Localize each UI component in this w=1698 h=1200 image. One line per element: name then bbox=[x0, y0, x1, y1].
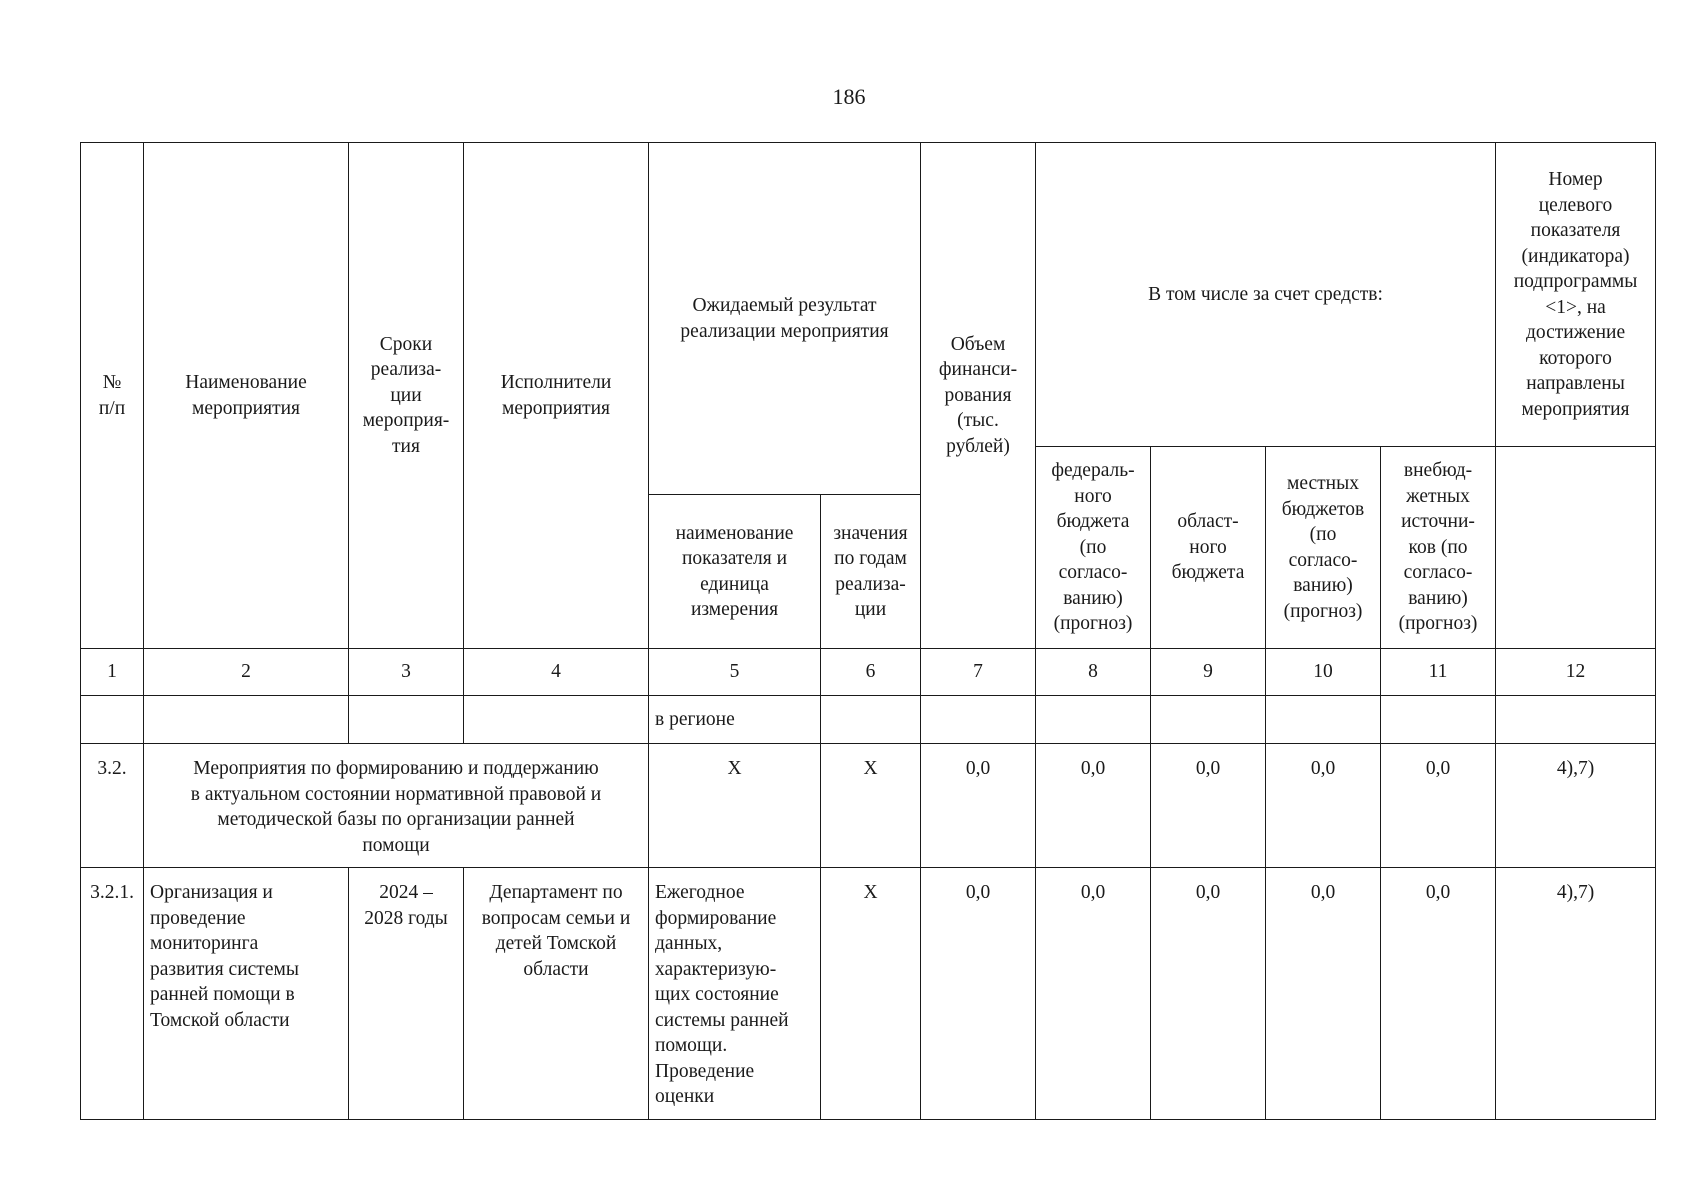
cell-empty bbox=[1496, 696, 1656, 744]
cell-values: Х bbox=[821, 744, 921, 868]
text-line: единица bbox=[700, 573, 769, 595]
column-number: 5 bbox=[649, 649, 821, 696]
text-line: развития системы bbox=[150, 958, 299, 980]
text-line: ранней помощи в bbox=[150, 984, 295, 1005]
cell-empty bbox=[349, 696, 464, 744]
table-row bbox=[81, 868, 1656, 1120]
text-line: помощи bbox=[362, 834, 430, 856]
column-number: 12 bbox=[1496, 649, 1656, 696]
text-line: методической базы по организации ранней bbox=[217, 809, 575, 830]
header-target-empty bbox=[1496, 447, 1656, 649]
cell-indicator: Х bbox=[649, 744, 821, 868]
text-line: № bbox=[102, 372, 122, 393]
column-number: 1 bbox=[81, 649, 144, 696]
cell-empty bbox=[1151, 696, 1266, 744]
column-number: 3 bbox=[349, 649, 464, 696]
header-terms bbox=[349, 143, 464, 649]
cell-empty bbox=[1381, 696, 1496, 744]
cell-federal: 0,0 bbox=[1036, 868, 1151, 1120]
text-line: ного bbox=[1074, 485, 1112, 507]
header-indicator-values bbox=[821, 495, 921, 649]
text-line: наименование bbox=[675, 522, 794, 544]
cell-regional: 0,0 bbox=[1151, 744, 1266, 868]
text-line: ного bbox=[1189, 536, 1227, 558]
header-number bbox=[81, 143, 144, 649]
text-line: Проведение bbox=[655, 1060, 755, 1082]
cell-empty bbox=[464, 696, 649, 744]
text-line: оценки bbox=[655, 1086, 715, 1107]
column-number: 8 bbox=[1036, 649, 1151, 696]
text-line: области bbox=[523, 958, 589, 980]
cell-target: 4),7) bbox=[1496, 868, 1656, 1120]
column-number: 4 bbox=[464, 649, 649, 696]
text-line: Номер bbox=[1548, 169, 1603, 190]
text-line: ванию) bbox=[1408, 587, 1468, 609]
header-local-budgets bbox=[1266, 447, 1381, 649]
text-line: бюджета bbox=[1056, 511, 1130, 533]
text-line: Объем bbox=[950, 333, 1006, 355]
cell-federal: 0,0 bbox=[1036, 744, 1151, 868]
column-number: 10 bbox=[1266, 649, 1381, 696]
text-line: рублей) bbox=[946, 435, 1010, 457]
cell-indicator-continuation: в регионе bbox=[649, 696, 821, 744]
text-line: источни- bbox=[1401, 511, 1475, 533]
text-line: ков (по bbox=[1408, 536, 1468, 558]
header-including: В том числе за счет средств: bbox=[1036, 143, 1496, 447]
text-line: мероприятия bbox=[1521, 398, 1630, 420]
cell-indicator bbox=[649, 868, 821, 1120]
text-line: щих состояние bbox=[655, 984, 779, 1005]
text-line: помощи. bbox=[655, 1035, 728, 1056]
text-line: област- bbox=[1177, 511, 1239, 533]
text-line: подпрограммы bbox=[1513, 271, 1638, 292]
text-line: бюджета bbox=[1171, 562, 1245, 584]
text-line: 2024 – bbox=[379, 882, 433, 903]
text-line: ции bbox=[390, 384, 422, 406]
header-funding-volume bbox=[921, 143, 1036, 649]
column-number: 2 bbox=[144, 649, 349, 696]
text-line: (индикатора) bbox=[1521, 245, 1630, 267]
text-line: Ежегодное bbox=[655, 882, 745, 903]
cell-empty bbox=[144, 696, 349, 744]
header-regional-budget bbox=[1151, 447, 1266, 649]
text-line: реализа- bbox=[835, 573, 906, 595]
text-line: ванию) bbox=[1293, 575, 1353, 596]
text-line: направлены bbox=[1526, 373, 1625, 394]
table-row bbox=[81, 744, 1656, 868]
column-numbers-row bbox=[81, 649, 1656, 696]
cell-executors bbox=[464, 868, 649, 1120]
text-line: 2028 годы bbox=[364, 907, 448, 929]
text-line: характеризую- bbox=[655, 958, 777, 980]
cell-activity-name bbox=[144, 868, 349, 1120]
text-line: бюджетов bbox=[1281, 498, 1365, 520]
text-line: которого bbox=[1539, 347, 1612, 369]
text-line: ции bbox=[854, 599, 887, 620]
cell-row-number: 3.2.1. bbox=[81, 868, 144, 1120]
cell-local: 0,0 bbox=[1266, 744, 1381, 868]
text-line: ванию) bbox=[1063, 587, 1123, 609]
cell-terms bbox=[349, 868, 464, 1120]
cell-empty bbox=[921, 696, 1036, 744]
text-line: Департамент по bbox=[489, 882, 623, 903]
text-line: показателя bbox=[1530, 220, 1621, 241]
text-line: детей Томской bbox=[495, 933, 617, 954]
column-number: 11 bbox=[1381, 649, 1496, 696]
text-line: согласо- bbox=[1403, 562, 1473, 584]
cell-empty bbox=[821, 696, 921, 744]
text-line: вопросам семьи и bbox=[481, 907, 631, 929]
text-line: п/п bbox=[98, 397, 126, 419]
header-extrabudgetary bbox=[1381, 447, 1496, 649]
text-line: (по bbox=[1079, 536, 1107, 558]
text-line: Ожидаемый результат bbox=[692, 295, 877, 316]
text-line: мероприятия bbox=[191, 397, 300, 419]
text-line: (по bbox=[1309, 524, 1337, 545]
text-line: формирование bbox=[655, 907, 777, 929]
text-line: Наименование bbox=[185, 372, 307, 393]
header-target-indicator bbox=[1496, 143, 1656, 447]
text-line: достижение bbox=[1525, 322, 1626, 343]
cell-volume: 0,0 bbox=[921, 744, 1036, 868]
cell-regional: 0,0 bbox=[1151, 868, 1266, 1120]
text-line: внебюд- bbox=[1403, 460, 1473, 482]
text-line: согласо- bbox=[1058, 562, 1128, 584]
column-number: 7 bbox=[921, 649, 1036, 696]
text-line: жетных bbox=[1406, 485, 1470, 507]
text-line: показателя и bbox=[681, 548, 788, 569]
text-line: Томской области bbox=[150, 1009, 290, 1031]
text-line: проведение bbox=[150, 907, 246, 929]
text-line: <1>, на bbox=[1545, 296, 1606, 318]
table-row bbox=[81, 696, 1656, 744]
activities-table bbox=[80, 142, 1656, 1120]
header-federal-budget bbox=[1036, 447, 1151, 649]
cell-volume: 0,0 bbox=[921, 868, 1036, 1120]
text-line: мониторинга bbox=[150, 933, 259, 954]
text-line: (прогноз) bbox=[1398, 613, 1478, 635]
text-line: данных, bbox=[655, 933, 723, 954]
cell-empty bbox=[1266, 696, 1381, 744]
cell-extrabudget: 0,0 bbox=[1381, 868, 1496, 1120]
text-line: тия bbox=[392, 435, 420, 457]
text-line: (прогноз) bbox=[1283, 600, 1363, 622]
header-indicator-name bbox=[649, 495, 821, 649]
text-line: измерения bbox=[690, 599, 779, 620]
text-line: значения bbox=[833, 522, 908, 544]
cell-empty bbox=[81, 696, 144, 744]
text-line: реализации мероприятия bbox=[680, 320, 889, 342]
text-line: по годам bbox=[834, 548, 907, 569]
text-line: Исполнители bbox=[500, 372, 612, 393]
column-number: 9 bbox=[1151, 649, 1266, 696]
text-line: местных bbox=[1287, 473, 1359, 494]
text-line: (тыс. bbox=[957, 410, 999, 432]
cell-local: 0,0 bbox=[1266, 868, 1381, 1120]
page-number: 186 bbox=[832, 84, 866, 109]
cell-extrabudget: 0,0 bbox=[1381, 744, 1496, 868]
text-line: федераль- bbox=[1051, 460, 1135, 482]
cell-row-number: 3.2. bbox=[81, 744, 144, 868]
cell-target: 4),7) bbox=[1496, 744, 1656, 868]
text-line: реализа- bbox=[370, 359, 442, 381]
text-line: Сроки bbox=[379, 333, 433, 355]
text-line: мероприятия bbox=[501, 397, 610, 419]
cell-section-name bbox=[144, 744, 649, 868]
header-name bbox=[144, 143, 349, 649]
text-line: целевого bbox=[1538, 194, 1613, 216]
text-line: Мероприятия по формированию и поддержанию bbox=[193, 758, 599, 779]
text-line: согласо- bbox=[1288, 549, 1358, 571]
text-line: мероприя- bbox=[362, 410, 450, 432]
text-line: системы ранней bbox=[655, 1009, 789, 1031]
text-line: Организация и bbox=[150, 882, 273, 903]
column-number: 6 bbox=[821, 649, 921, 696]
text-line: в актуальном состоянии нормативной правовой и bbox=[190, 783, 602, 805]
header-executors bbox=[464, 143, 649, 649]
cell-values: Х bbox=[821, 868, 921, 1120]
cell-empty bbox=[1036, 696, 1151, 744]
header-expected-result bbox=[649, 143, 921, 495]
text-line: (прогноз) bbox=[1053, 613, 1133, 635]
text-line: рования bbox=[944, 384, 1012, 406]
text-line: финанси- bbox=[938, 359, 1018, 381]
